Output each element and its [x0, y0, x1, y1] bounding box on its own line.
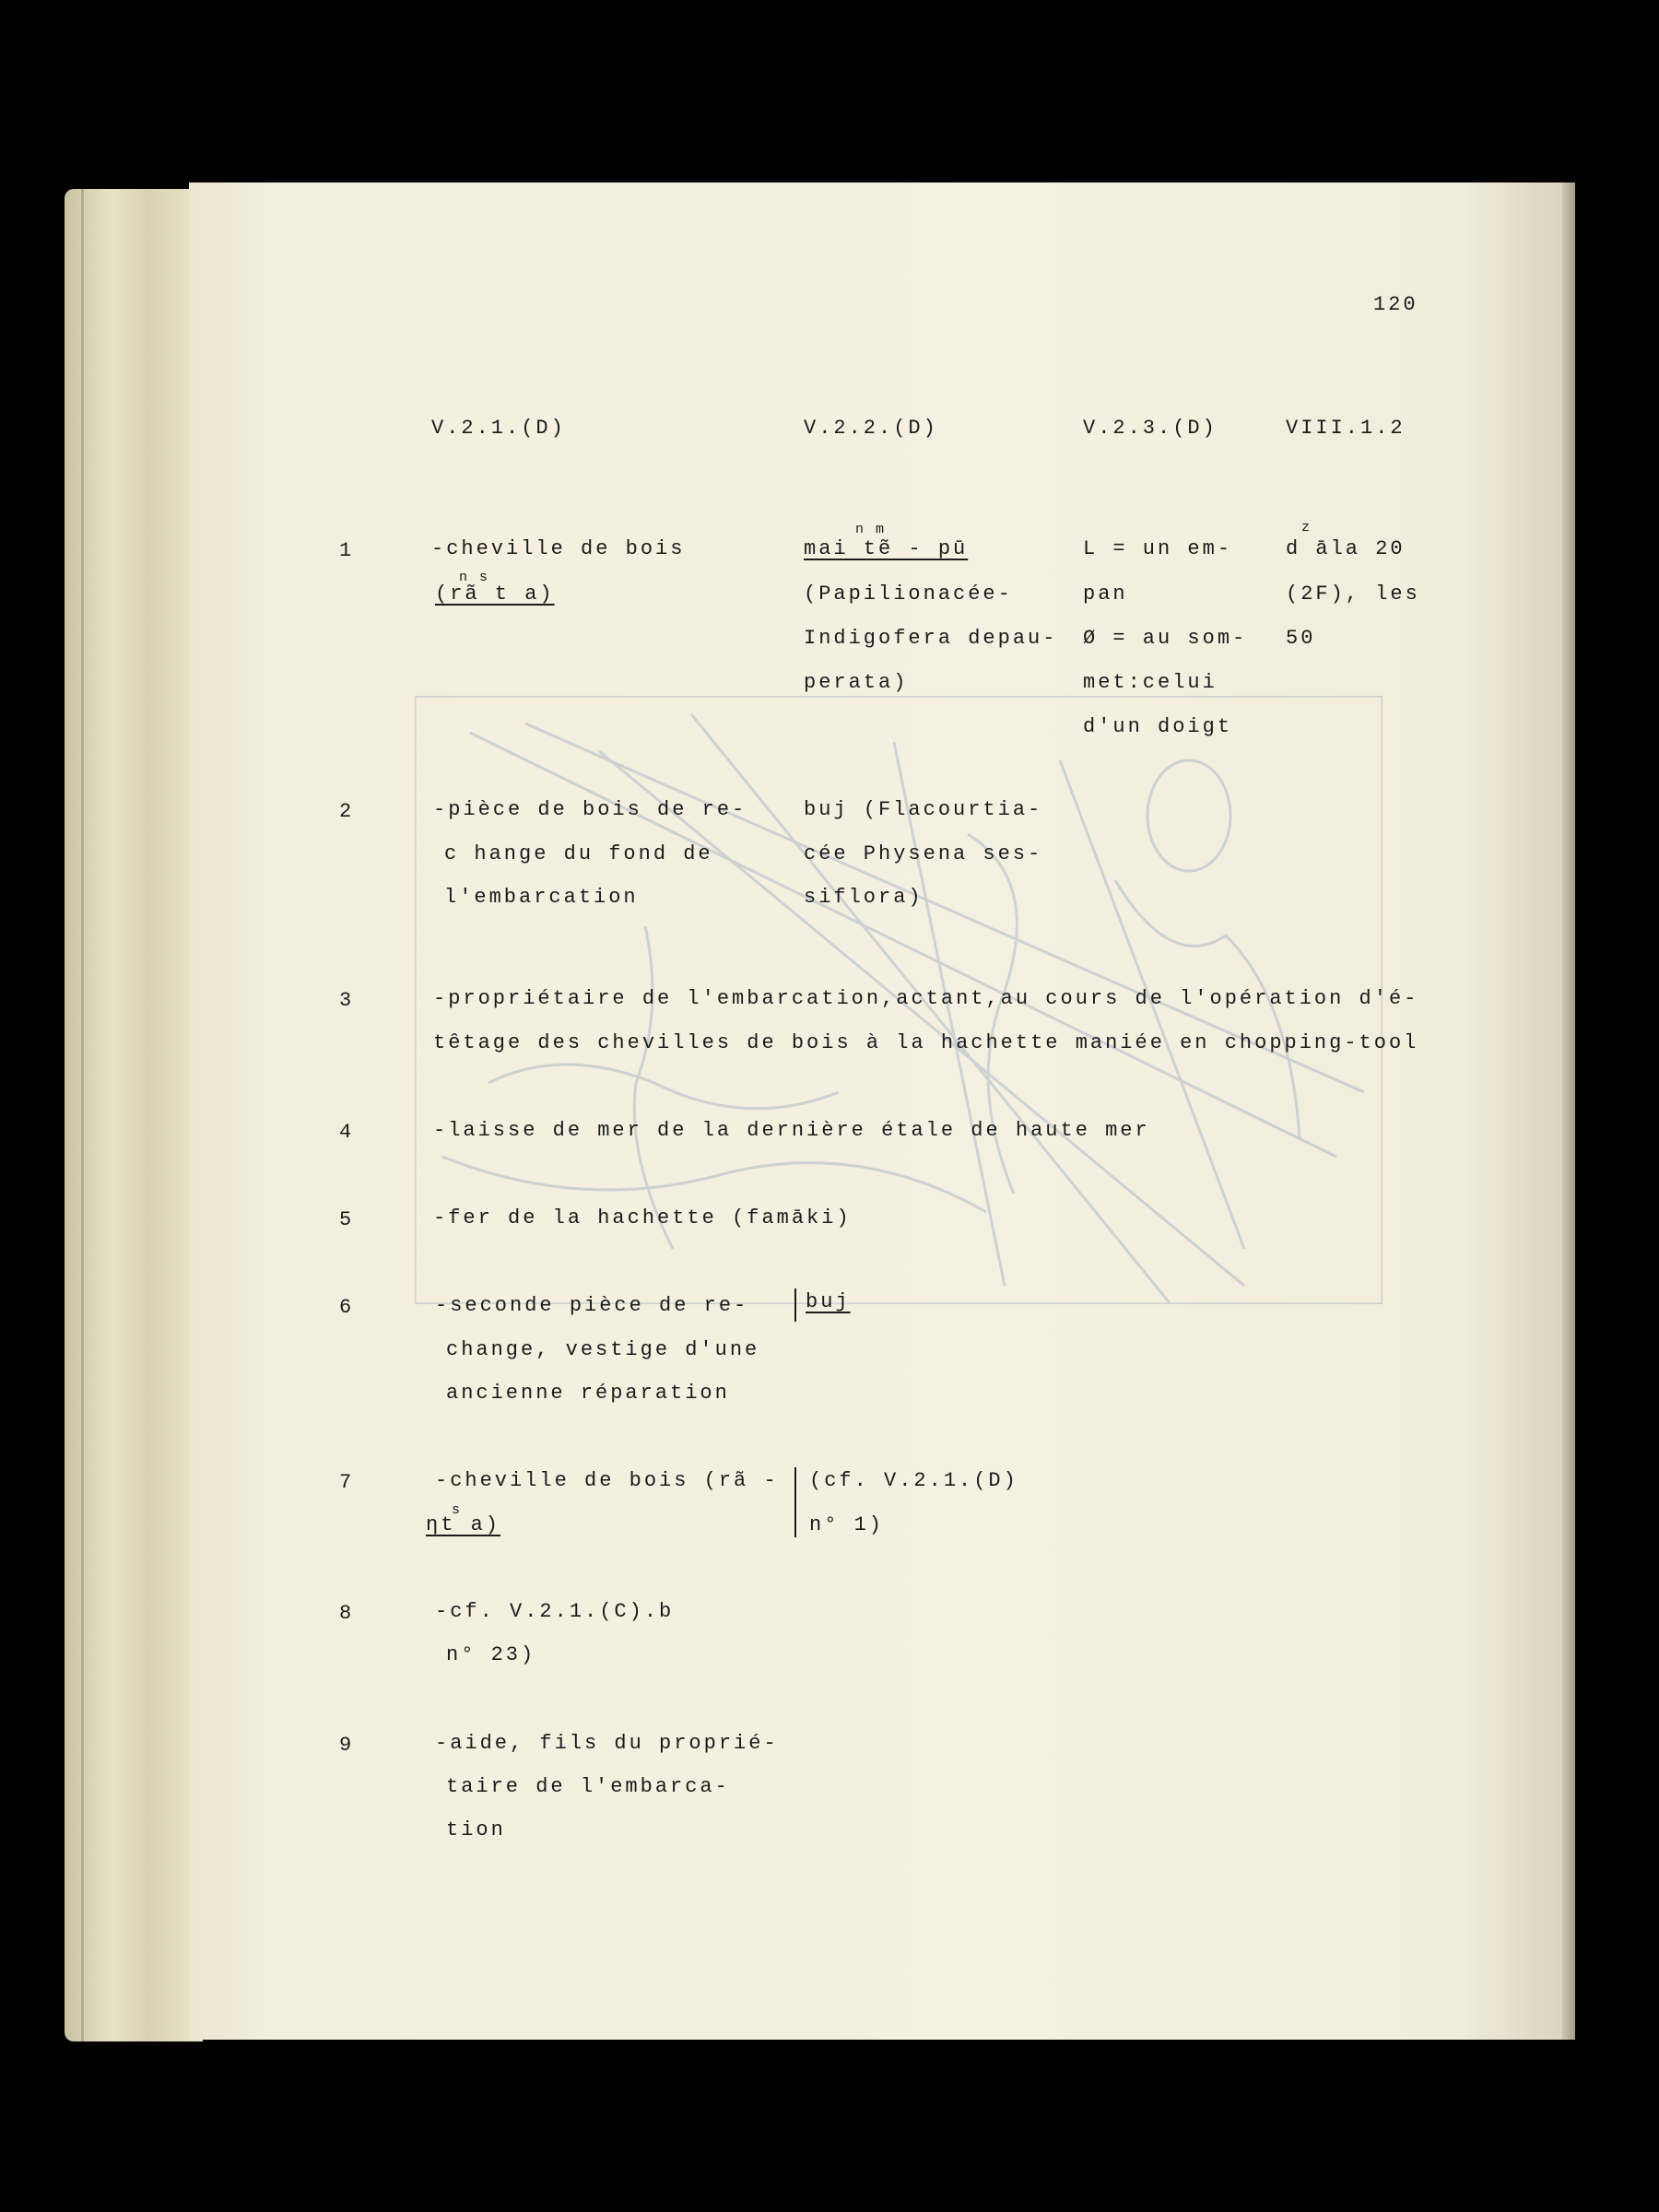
row-number-4: 4 — [339, 1121, 352, 1144]
column-header-1: V.2.1.(D) — [431, 417, 566, 440]
row-1-dimensions: d'un doigt — [1083, 715, 1233, 738]
row-number-7: 7 — [339, 1471, 352, 1494]
row-1-dimensions: pan — [1083, 582, 1128, 606]
row-2-description: l'embarcation — [444, 886, 639, 909]
row-number-9: 9 — [339, 1734, 352, 1757]
page-number: 120 — [1373, 293, 1418, 316]
page-curl-shadow — [1562, 182, 1575, 2040]
row-1-reference: d āla 20 — [1286, 537, 1406, 560]
row-1-description-superscript: n s — [459, 570, 490, 585]
row-6-bracket-line — [794, 1288, 796, 1322]
row-6-description: change, vestige d'une — [446, 1338, 760, 1361]
row-7-description-superscript: s — [452, 1502, 463, 1518]
row-1-dimensions: met:celui — [1083, 671, 1218, 694]
row-8-description: n° 23) — [446, 1643, 536, 1666]
row-1-species: mai tẽ - pū — [804, 537, 969, 560]
row-number-1: 1 — [339, 539, 352, 562]
row-2-species: cée Physena ses- — [804, 842, 1043, 865]
row-7-reference: n° 1) — [809, 1513, 885, 1536]
row-7-description: -cheville de bois (rã - — [435, 1469, 779, 1492]
row-1-species-superscript: n m — [855, 522, 887, 537]
row-2-description: c hange du fond de — [444, 842, 713, 865]
row-2-species: buj (Flacourtia- — [804, 798, 1043, 821]
row-5-description: -fer de la hachette (famāki) — [433, 1206, 852, 1230]
row-number-8: 8 — [339, 1602, 352, 1625]
row-1-reference: (2F), les — [1286, 582, 1420, 606]
column-header-3: V.2.3.(D) — [1083, 417, 1218, 440]
book-page-edges — [65, 189, 203, 2041]
row-1-reference-superscript: z — [1301, 520, 1312, 535]
row-9-description: taire de l'embarca- — [446, 1775, 730, 1798]
row-1-species: Indigofera depau- — [804, 627, 1058, 650]
row-1-dimensions: Ø = au som- — [1083, 627, 1248, 650]
row-number-5: 5 — [339, 1208, 352, 1231]
row-7-description: ηt a) — [426, 1513, 501, 1536]
row-9-description: tion — [446, 1818, 506, 1841]
row-7-bracket-line — [794, 1467, 796, 1537]
row-number-2: 2 — [339, 800, 352, 823]
row-6-description: -seconde pièce de re- — [435, 1294, 749, 1317]
row-6-species: buj — [806, 1290, 851, 1313]
row-3-description: -propriétaire de l'embarcation,actant,au cours de l'opération d'é- — [433, 987, 1419, 1010]
row-6-description: ancienne réparation — [446, 1382, 730, 1405]
row-1-dimensions: L = un em- — [1083, 537, 1233, 560]
row-1-description: -cheville de bois — [431, 537, 686, 560]
row-2-species: siflora) — [804, 886, 924, 909]
row-8-description: -cf. V.2.1.(C).b — [435, 1600, 675, 1623]
row-number-3: 3 — [339, 989, 352, 1012]
row-2-description: -pièce de bois de re- — [433, 798, 747, 821]
column-header-2: V.2.2.(D) — [804, 417, 938, 440]
row-1-species: perata) — [804, 671, 909, 694]
row-1-description: (rã t a) — [435, 582, 555, 606]
row-1-reference: 50 — [1286, 627, 1316, 650]
row-number-6: 6 — [339, 1296, 352, 1319]
row-7-reference: (cf. V.2.1.(D) — [809, 1469, 1018, 1492]
column-header-4: VIII.1.2 — [1286, 417, 1406, 440]
row-3-description: têtage des chevilles de bois à la hachette maniée en chopping-tool — [433, 1031, 1419, 1054]
row-4-description: -laisse de mer de la dernière étale de haute mer — [433, 1119, 1150, 1142]
row-1-species: (Papilionacée- — [804, 582, 1013, 606]
row-9-description: -aide, fils du proprié- — [435, 1732, 779, 1755]
